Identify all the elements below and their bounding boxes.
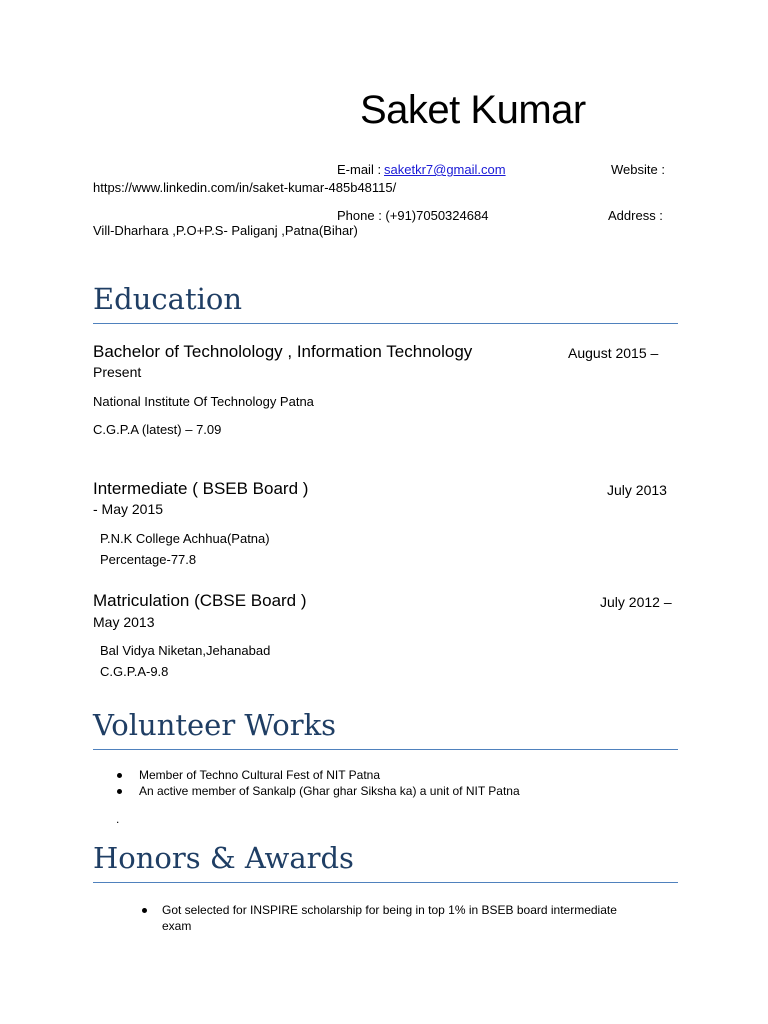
bullet-icon xyxy=(142,908,147,913)
bullet-icon xyxy=(117,789,122,794)
honors-divider xyxy=(93,882,678,883)
bullet-icon xyxy=(117,773,122,778)
matric-degree: Matriculation (CBSE Board ) xyxy=(93,591,307,610)
phone-text: Phone : (+91)7050324684 xyxy=(337,208,489,223)
matric-score: C.G.P.A-9.8 xyxy=(100,664,169,679)
btech-institute: National Institute Of Technology Patna xyxy=(93,394,314,409)
honors-item-continuation: exam xyxy=(162,919,192,933)
education-heading: Education xyxy=(93,282,243,316)
inter-institute: P.N.K College Achhua(Patna) xyxy=(100,531,270,546)
inter-score: Percentage-77.8 xyxy=(100,552,197,567)
email-link[interactable]: saketkr7@gmail.com xyxy=(384,162,506,177)
inter-date-end: - May 2015 xyxy=(93,501,164,517)
matric-institute: Bal Vidya Niketan,Jehanabad xyxy=(100,643,271,658)
btech-degree: Bachelor of Technolology , Information Technology xyxy=(93,342,473,361)
trailing-period: . xyxy=(116,812,120,826)
website-url: https://www.linkedin.com/in/saket-kumar-485b48115/ xyxy=(93,180,397,195)
inter-date-start: July 2013 xyxy=(607,482,667,498)
btech-date-start: August 2015 – xyxy=(568,345,659,361)
education-divider xyxy=(93,323,678,324)
honors-heading: Honors & Awards xyxy=(93,841,354,875)
matric-date-start: July 2012 – xyxy=(600,594,672,610)
inter-degree: Intermediate ( BSEB Board ) xyxy=(93,479,309,498)
resume-name: Saket Kumar xyxy=(360,88,586,132)
email-label: E-mail : xyxy=(337,162,382,177)
matric-date-end: May 2013 xyxy=(93,614,155,630)
address-text: Vill-Dharhara ,P.O+P.S- Paliganj ,Patna(Bihar) xyxy=(93,223,358,238)
volunteer-item: Member of Techno Cultural Fest of NIT Patna xyxy=(139,768,381,782)
volunteer-divider xyxy=(93,749,678,750)
honors-item: Got selected for INSPIRE scholarship for being in top 1% in BSEB board intermediate xyxy=(162,903,617,917)
website-label: Website : xyxy=(611,162,665,177)
volunteer-item: An active member of Sankalp (Ghar ghar Siksha ka) a unit of NIT Patna xyxy=(139,784,520,798)
address-label: Address : xyxy=(608,208,663,223)
btech-score: C.G.P.A (latest) – 7.09 xyxy=(93,422,222,437)
volunteer-heading: Volunteer Works xyxy=(93,708,337,742)
btech-date-end: Present xyxy=(93,364,142,380)
